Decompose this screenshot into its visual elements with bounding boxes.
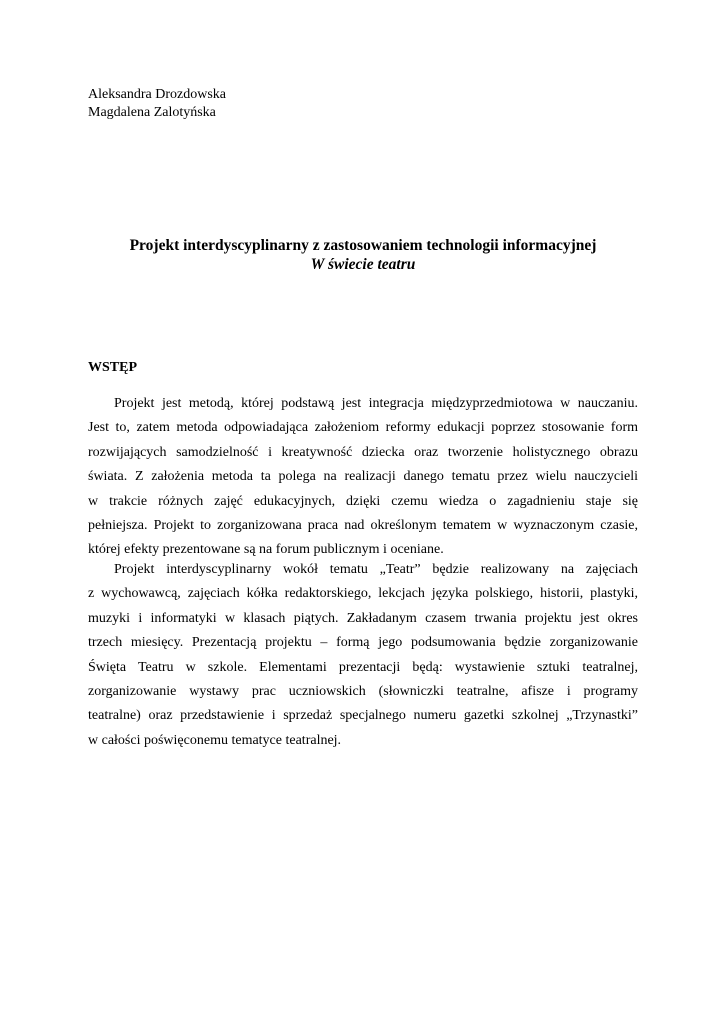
text-line: zorganizowanie wystawy prac uczniowskich (słowniczki teatralne, afisze i programy — [88, 683, 638, 699]
author-name: Aleksandra Drozdowska — [88, 87, 227, 102]
text-line: w trakcie różnych zajęć edukacyjnych, dzięki czemu wiedza o zagadnieniu staje się — [88, 493, 638, 509]
text-line: Święta Teatru w szkole. Elementami prezentacji będą: wystawienie sztuki teatralnej, — [88, 659, 638, 675]
text-line: Projekt interdyscyplinarny wokół tematu „Teatr” będzie realizowany na zajęciach — [114, 562, 638, 577]
text-line: rozwijających samodzielność i kreatywność dziecka oraz tworzenie holistycznego obrazu — [88, 444, 638, 460]
text-line: której efekty prezentowane są na forum publicznym i oceniane. — [88, 542, 444, 558]
section-heading: WSTĘP — [88, 360, 138, 375]
text-line: muzyki i informatyki w klasach piątych. Zakładanym czasem trwania projektu jest okres — [88, 610, 638, 626]
text-line: świata. Z założenia metoda ta polega na realizacji danego tematu przez wielu nauczycieli — [88, 469, 638, 485]
text-line: teatralne) oraz przedstawienie i sprzedaż specjalnego numeru gazetki szkolnej „Trzynastki” — [88, 708, 638, 724]
title-block — [88, 236, 638, 274]
document-subtitle: W świecie teatru — [310, 256, 416, 273]
text-line: trzech miesięcy. Prezentacją projektu – formą jego podsumowania będzie zorganizowanie — [88, 635, 638, 651]
text-line: Jest to, zatem metoda odpowiadająca założeniom reformy edukacji poprzez stosowanie form — [88, 420, 638, 436]
text-line: pełniejsza. Projekt to zorganizowana praca nad określonym tematem w wyznaczonym czasie, — [88, 517, 638, 533]
text-line: Projekt jest metodą, której podstawą jest integracja międzyprzedmiotowa w nauczaniu. — [114, 396, 638, 411]
paragraph-2 — [88, 558, 638, 753]
document-title: Projekt interdyscyplinarny z zastosowaniem technologii informacyjnej — [129, 237, 597, 254]
authors-block — [88, 86, 226, 122]
text-line: z wychowawcą, zajęciach kółka redaktorskiego, lekcjach języka polskiego, historii, plastyki, — [88, 586, 638, 602]
paragraph-1 — [88, 392, 638, 563]
author-name: Magdalena Zalotyńska — [88, 105, 216, 120]
text-line: w całości poświęconemu tematyce teatralnej. — [88, 732, 342, 748]
